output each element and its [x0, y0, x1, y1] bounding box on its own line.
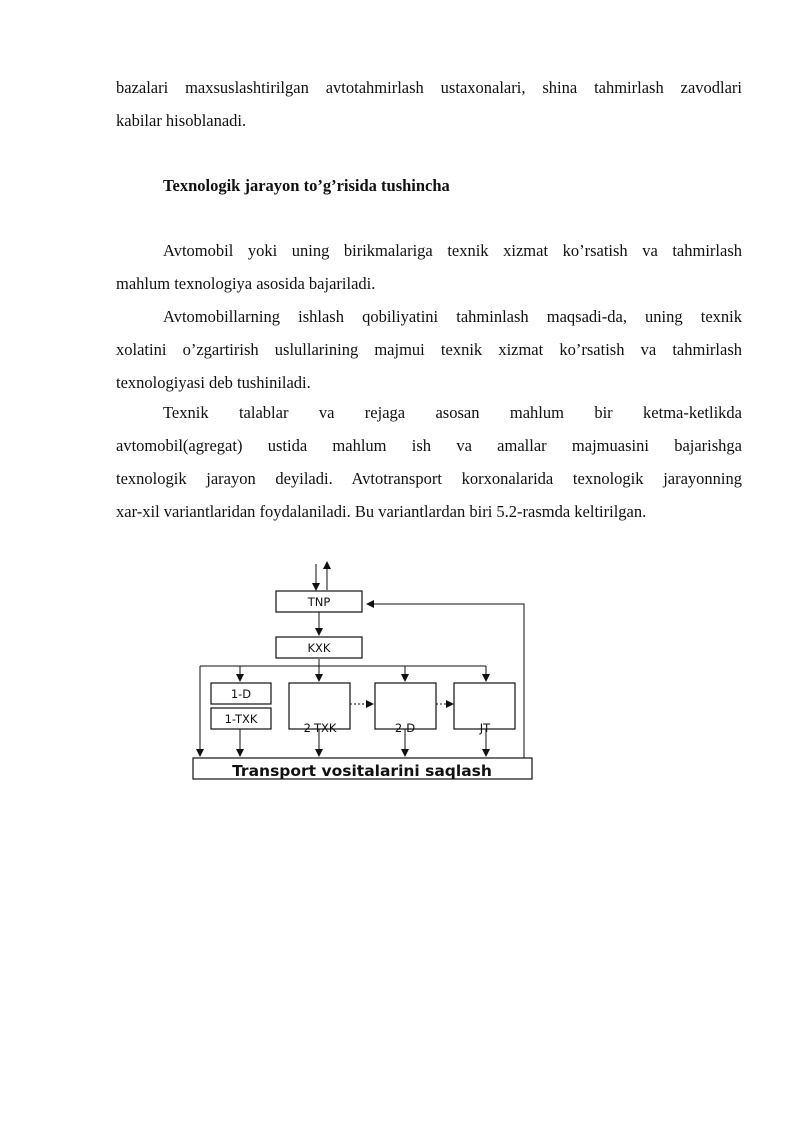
section-heading: Texnologik jarayon to’g’risida tushincha	[163, 176, 450, 195]
process-diagram-svg	[190, 556, 540, 788]
intro-line-2: kabilar hisoblanadi.	[116, 111, 247, 130]
paragraph-1-line-1: Avtomobil yoki uning birikmalariga texnik xizmat ko’rsatish va tahmirlash	[163, 241, 742, 260]
1txk-label: 1-TXK	[224, 712, 258, 726]
paragraph-3-line-1: Texnik talablar va rejaga asosan mahlum bir ketma-ketlikda	[163, 403, 742, 422]
2d-label: 2-D	[394, 721, 416, 735]
storage-label: Transport vositalarini saqlash	[232, 762, 492, 780]
kxk-label: KXK	[307, 641, 331, 655]
2txk-label: 2-TXK	[303, 721, 337, 735]
paragraph-3-line-4: xar-xil variantlaridan foydalaniladi. Bu variantlardan biri 5.2-rasmda keltirilgan.	[116, 502, 647, 521]
intro-line-1: bazalari maxsuslashtirilgan avtotahmirlash ustaxonalari, shina tahmirlash zavodlari	[116, 78, 742, 97]
paragraph-3-line-3: texnologik jarayon deyiladi. Avtotransport korxonalarida texnologik jarayonning	[116, 469, 742, 488]
paragraph-2-line-3: texnologiyasi deb tushiniladi.	[116, 373, 311, 392]
process-diagram	[190, 556, 540, 788]
paragraph-3	[116, 396, 742, 528]
intro-paragraph	[116, 71, 742, 137]
jt-label: JT	[479, 721, 491, 735]
1d-label: 1-D	[230, 687, 252, 701]
tnp-label: TNP	[307, 595, 331, 609]
paragraph-3-line-2: avtomobil(agregat) ustida mahlum ish va amallar majmuasini bajarishga	[116, 436, 742, 455]
paragraph-1-line-2: mahlum texnologiya asosida bajariladi.	[116, 274, 376, 293]
paragraph-2-line-1: Avtomobillarning ishlash qobiliyatini tahminlash maqsadi-da, uning texnik	[163, 307, 742, 326]
feedback-arrow	[367, 604, 524, 758]
paragraph-1	[116, 234, 742, 300]
paragraph-2-line-2: xolatini o’zgartirish uslullarining majmui texnik xizmat ko’rsatish va tahmirlash	[116, 340, 742, 359]
paragraph-2	[116, 300, 742, 399]
